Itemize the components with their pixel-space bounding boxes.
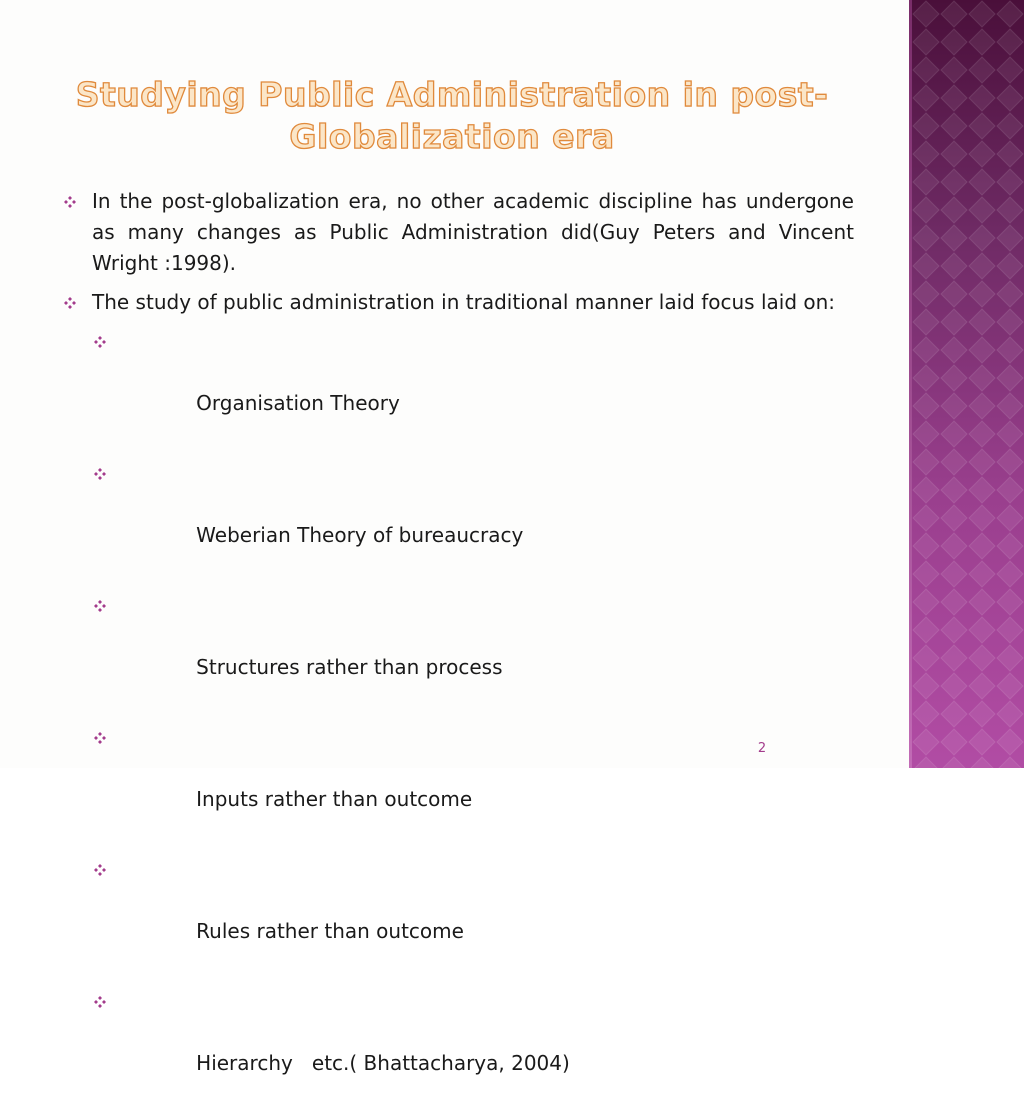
bullet-item [62,186,854,279]
decorative-side-band [912,0,1024,768]
bullet-text: In the post-globalization era, no other academic discipline has undergone as many changes as Public Administration did(Guy Peters and Vincent Wright :1998). [92,189,854,275]
sub-bullet-item [62,722,854,846]
four-diamond-bullet-icon [94,996,106,1008]
four-diamond-bullet-icon [94,468,106,480]
sub-bullet-item [62,590,854,714]
page-number: 2 [757,741,767,756]
sub-bullet-item [62,458,854,582]
bullet-item [62,287,854,318]
sub-bullet-text: Rules rather than outcome [196,919,464,943]
sub-bullet-item [62,986,854,1110]
sub-bullet-text: Inputs rather than outcome [196,787,473,811]
four-diamond-bullet-icon [94,732,106,744]
bullet-text: The study of public administration in traditional manner laid focus laid on: [92,290,836,314]
sub-bullet-text: Hierarchy etc.( Bhattacharya, 2004) [196,1051,570,1075]
slide-body [62,186,854,1118]
four-diamond-bullet-icon [94,600,106,612]
sub-bullet-text: Weberian Theory of bureaucracy [196,523,524,547]
four-diamond-bullet-icon [94,864,106,876]
sub-bullet-text: Organisation Theory [196,391,400,415]
diamond-pattern [912,0,1024,768]
four-diamond-bullet-icon [64,297,76,309]
four-diamond-bullet-icon [94,336,106,348]
slide-title: Studying Public Administration in post-Globalization era [75,75,829,156]
four-diamond-bullet-icon [64,196,76,208]
sub-bullet-item [62,326,854,450]
sub-bullet-item [62,854,854,978]
sub-bullet-text: Structures rather than process [196,655,503,679]
